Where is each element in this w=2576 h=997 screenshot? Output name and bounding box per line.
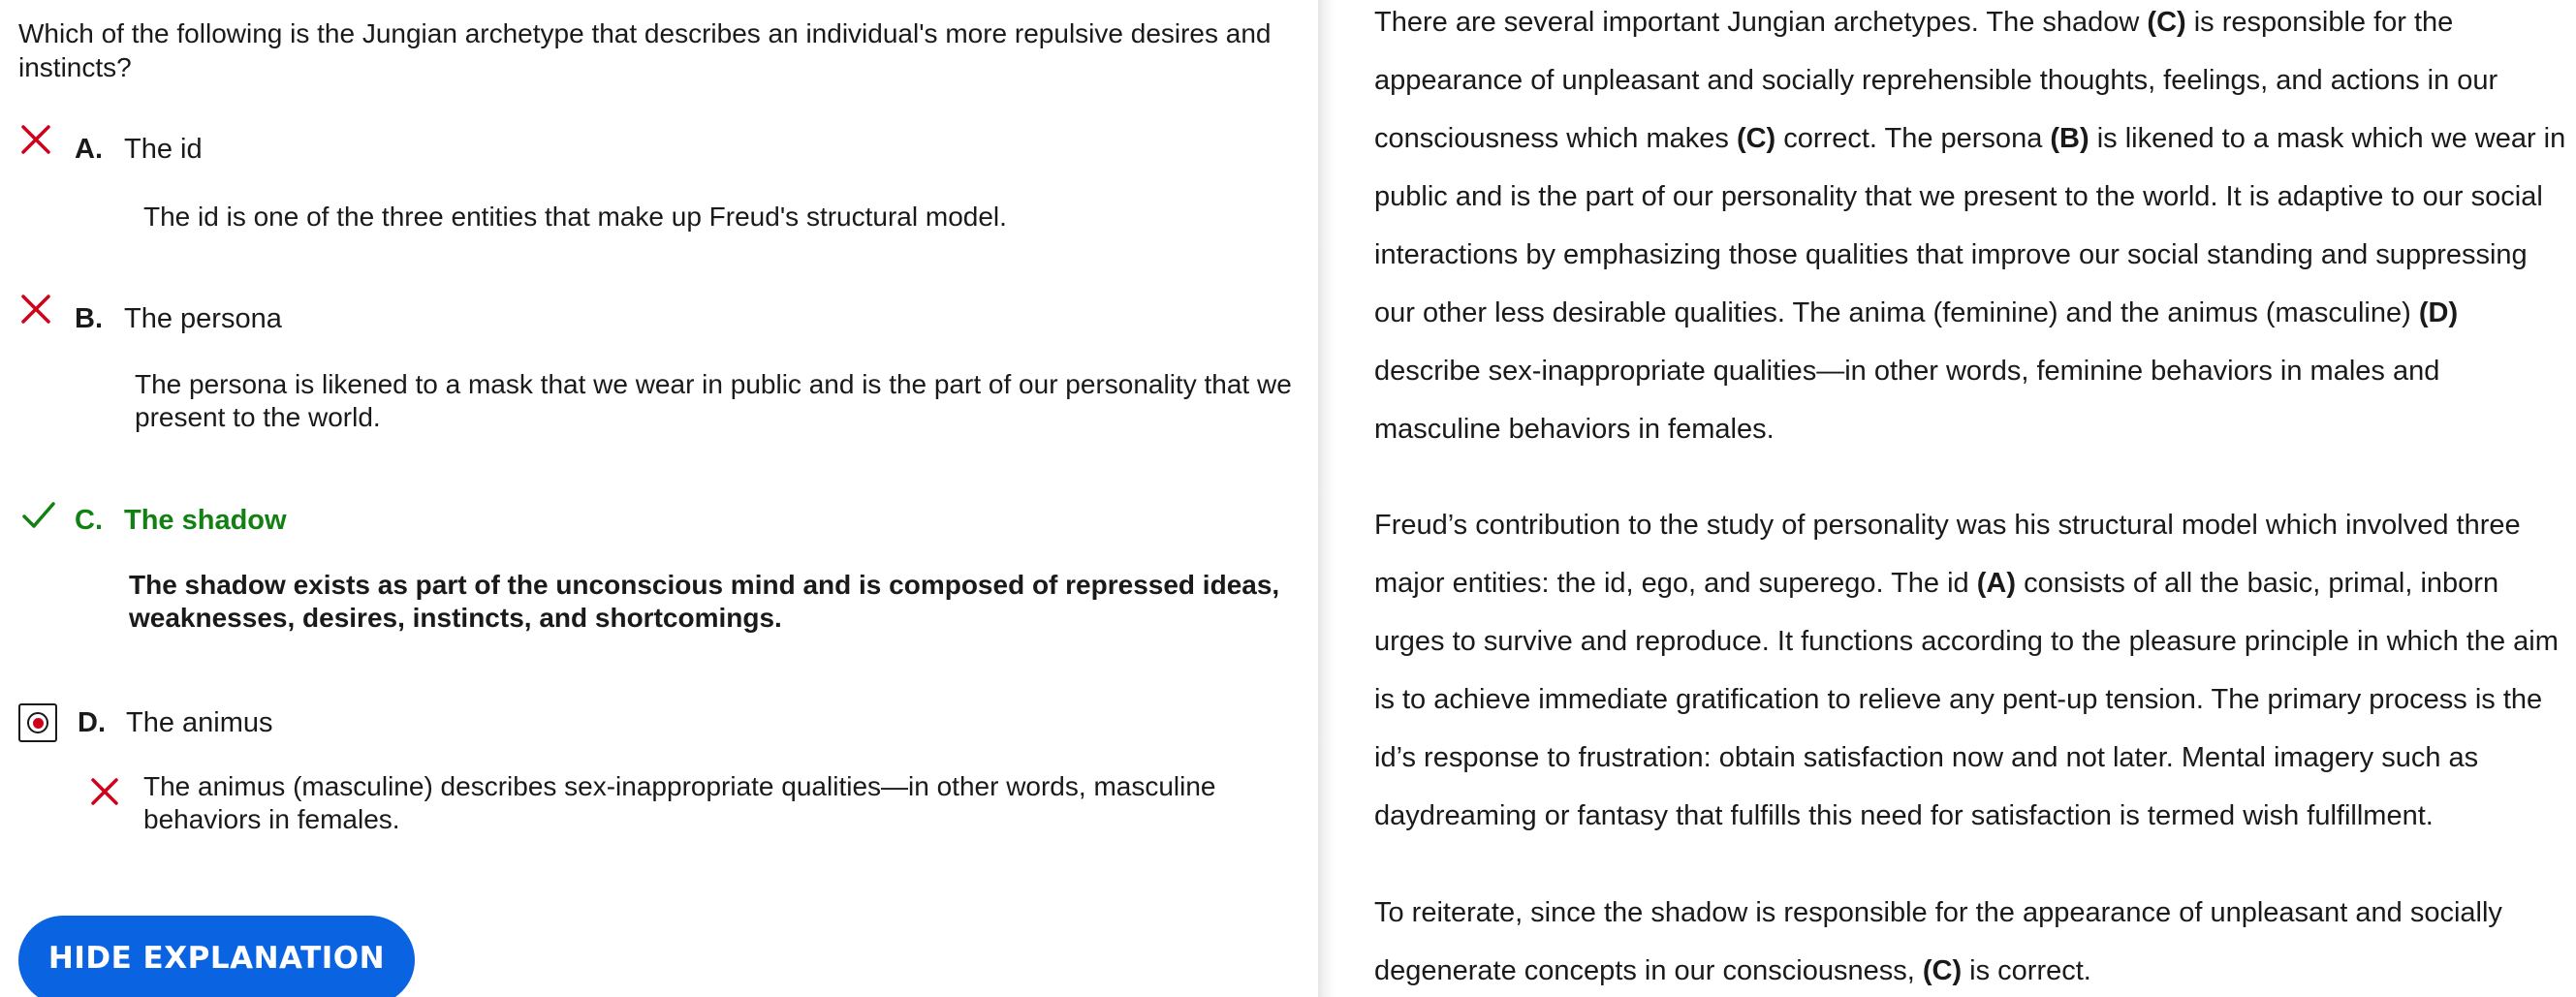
option-label: The persona	[124, 303, 282, 334]
option-label: The id	[124, 134, 203, 165]
option-b-explanation: The persona is likened to a mask that we wear in public and is the part of our personality that we present to the world.	[135, 369, 1292, 432]
option-reference: (C)	[1922, 955, 1963, 986]
panel-divider	[1318, 0, 1335, 997]
x-mark-icon	[85, 772, 124, 811]
x-mark-icon	[16, 290, 55, 328]
x-mark-icon	[16, 120, 55, 159]
explanation-paragraph-2: Freud’s contribution to the study of personality was his structural model which involved three major entities: the id, ego, and superego. The id (A) consists of all the basic, primal, inborn urges to survive and reproduce. It functions according to the pleasure principle in which the aim is to achieve immediate gratification to relieve any pent-up tension. The primary process is the id’s response to frustration: obtain satisfaction now and not later. Mental imagery such as daydreaming or fantasy that fulfills this need for satisfaction is termed wish fulfillment.	[1374, 510, 2559, 831]
option-letter: A.	[75, 134, 103, 165]
option-label: The animus	[126, 707, 273, 738]
option-letter: C.	[75, 505, 103, 536]
option-reference: (D)	[2418, 297, 2459, 328]
option-c-explanation: The shadow exists as part of the unconscious mind and is composed of repressed ideas, weaknesses, desires, instincts, and shortcomings.	[129, 570, 1280, 633]
explanation-paragraph-1: There are several important Jungian archetypes. The shadow (C) is responsible for the appearance of unpleasant and socially reprehensible thoughts, feelings, and actions in our consciousness which makes (C) correct. The persona (B) is likened to a mask which we wear in public and is the part of our personality that we present to the world. It is adaptive to our social interactions by emphasizing those qualities that improve our social standing and suppressing our other less desirable qualities. The anima (feminine) and the animus (masculine) (D) describe sex-inappropriate qualities—in other words, feminine behaviors in males and masculine behaviors in females.	[1374, 7, 2566, 445]
option-reference: (A)	[1976, 568, 2017, 599]
radio-selected-icon[interactable]	[18, 703, 57, 742]
question-text: Which of the following is the Jungian archetype that describes an individual's more repulsive desires and instincts?	[18, 18, 1272, 82]
checkmark-icon	[19, 496, 58, 535]
hide-explanation-button[interactable]: HIDE EXPLANATION	[18, 916, 415, 997]
option-reference: (B)	[2050, 123, 2089, 154]
option-letter: B.	[75, 303, 103, 334]
option-reference: (C)	[2147, 7, 2186, 38]
option-letter: D.	[78, 707, 106, 738]
option-label: The shadow	[124, 505, 287, 536]
explanation-paragraph-3: To reiterate, since the shadow is responsible for the appearance of unpleasant and socially degenerate concepts in our consciousness, (C) is correct.	[1374, 897, 2502, 986]
option-d-explanation: The animus (masculine) describes sex-inappropriate qualities—in other words, masculine behaviors in females.	[143, 771, 1216, 834]
option-a-explanation: The id is one of the three entities that make up Freud's structural model.	[143, 202, 1007, 232]
option-reference: (C)	[1736, 123, 1776, 154]
